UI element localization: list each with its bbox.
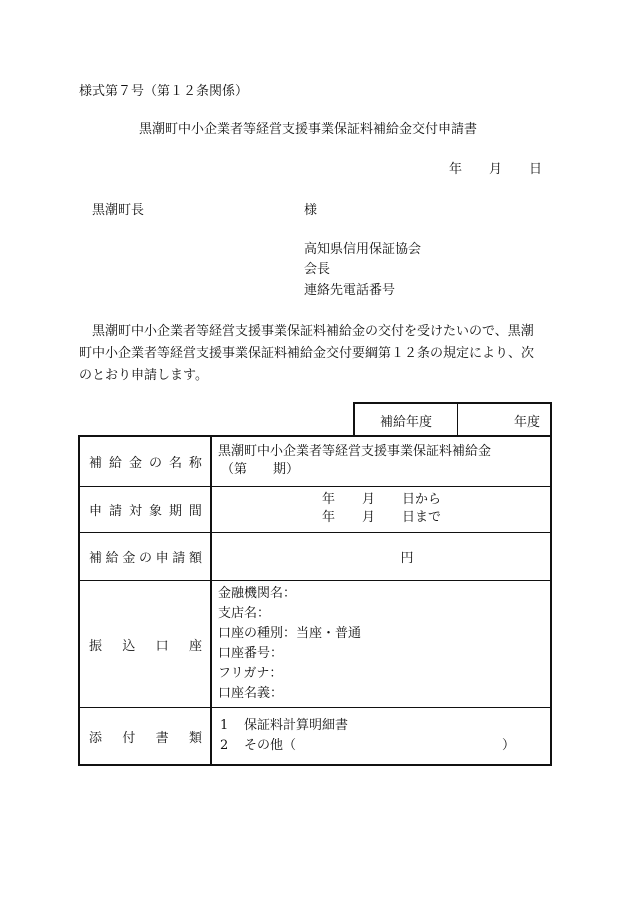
fiscal-year-unit: 年度	[513, 414, 540, 430]
bank-field[interactable]	[211, 581, 551, 708]
period-from: 年 月 日から	[322, 492, 442, 508]
bank-branch: 支店名：	[218, 606, 271, 622]
fiscal-year-field[interactable]	[458, 403, 552, 436]
attachment-item-1: 1 保証料計算明細書	[220, 718, 349, 734]
date-month: 月	[489, 162, 503, 177]
subsidy-name-header: 補 給 金 の 名 称	[79, 436, 211, 486]
fiscal-year-label: 補給年度	[354, 403, 458, 436]
addressee-honorific: 様	[304, 203, 318, 218]
application-body	[79, 321, 551, 387]
body-line: 黒潮町中小企業者等経営支援事業保証料補給金の交付を受けたいので、黒潮	[79, 324, 534, 339]
bank-account-type: 口座の種別：当座・普通	[218, 626, 362, 642]
attachments-field[interactable]	[211, 708, 551, 765]
fiscal-year-box	[353, 402, 552, 436]
date-day: 日	[529, 162, 543, 177]
form-number: 様式第７号（第１２条関係）	[79, 84, 249, 99]
period-header: 申 請 対 象 期 間	[79, 486, 211, 532]
bank-header: 振 込 口 座	[79, 581, 211, 708]
date-year: 年	[449, 162, 463, 177]
attachment-item-2: 2 その他（ ）	[220, 738, 516, 754]
table-row	[79, 486, 551, 532]
bank-institution: 金融機関名：	[218, 586, 297, 602]
bank-account-number: 口座番号：	[218, 646, 284, 662]
subsidy-name-term: （第 期）	[221, 462, 300, 478]
applicant-position: 会長	[304, 262, 331, 277]
body-line: 町中小企業者等経営支援事業保証料補給金交付要綱第１２条の規定により、次	[79, 346, 535, 361]
table-row	[79, 708, 551, 765]
bank-furigana: フリガナ：	[218, 666, 283, 682]
applicant-org: 高知県信用保証協会	[304, 242, 422, 257]
bank-account-holder: 口座名義：	[218, 686, 284, 702]
attachments-header: 添 付 書 類	[79, 708, 211, 765]
body-line: のとおり申請します。	[79, 368, 208, 383]
application-table	[78, 435, 552, 766]
table-row	[79, 581, 551, 708]
addressee-name: 黒潮町長	[92, 203, 145, 218]
amount-header: 補 給 金 の 申 請 額	[79, 533, 211, 581]
period-to: 年 月 日まで	[322, 510, 442, 526]
period-field[interactable]	[211, 486, 551, 532]
applicant-contact: 連絡先電話番号	[304, 283, 396, 298]
subsidy-name-line1: 黒潮町中小企業者等経営支援事業保証料補給金	[218, 444, 492, 460]
table-row	[79, 436, 551, 486]
table-row	[79, 533, 551, 581]
subsidy-name-field[interactable]	[211, 436, 551, 486]
amount-field[interactable]	[211, 533, 551, 581]
amount-unit: 円	[400, 551, 414, 567]
document-title: 黒潮町中小企業者等経営支援事業保証料補給金交付申請書	[139, 122, 478, 137]
